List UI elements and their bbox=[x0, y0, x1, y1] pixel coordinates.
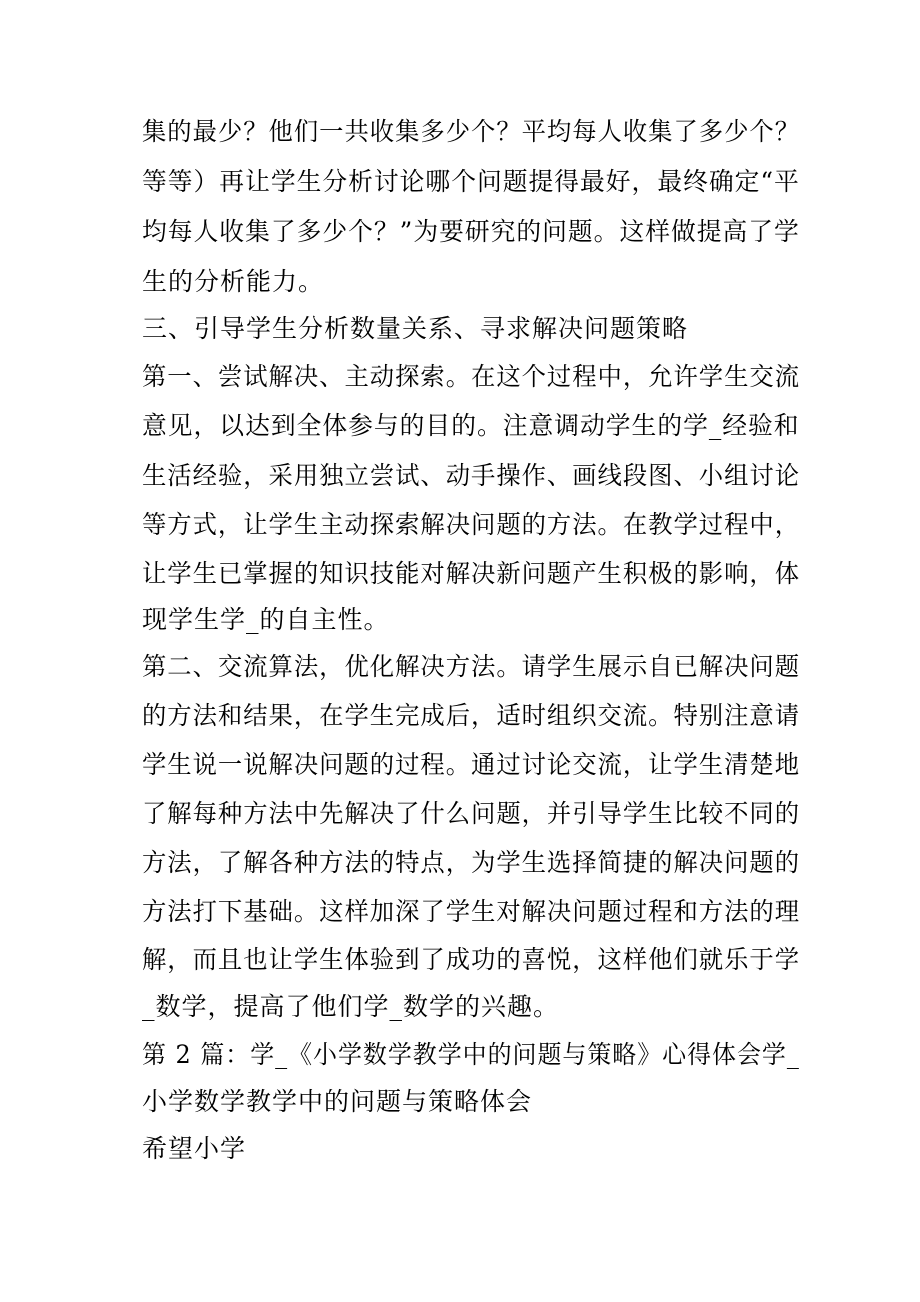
text-line-7: 意见，以达到全体参与的目的。注意调动学生的学_经验和 bbox=[142, 411, 800, 440]
text-line-12: 第二、交流算法，优化解决方法。请学生展示自已解决问题 bbox=[142, 652, 801, 681]
text-line-13: 的方法和结果，在学生完成后，适时组织交流。特别注意请 bbox=[142, 701, 801, 730]
text-line-19: _数学，提高了他们学_数学的兴趣。 bbox=[142, 992, 560, 1021]
text-line-18: 解，而且也让学生体验到了成功的喜悦，这样他们就乐于学 bbox=[142, 945, 801, 974]
article-title-line-2: 小学数学教学中的问题与策略体会 bbox=[142, 1087, 533, 1116]
text-line-14: 学生说一说解决问题的过程。通过讨论交流，让学生清楚地 bbox=[142, 750, 801, 779]
text-line-17: 方法打下基础。这样加深了学生对解决问题过程和方法的理 bbox=[142, 897, 801, 926]
text-line-6: 第一、尝试解决、主动探索。在这个过程中，允许学生交流 bbox=[142, 362, 801, 391]
text-line-11: 现学生学_的自主性。 bbox=[142, 605, 390, 634]
text-line-3: 均每人收集了多少个？”为要研究的问题。这样做提高了学 bbox=[142, 217, 800, 246]
text-line-8: 生活经验，采用独立尝试、动手操作、画线段图、小组讨论 bbox=[142, 461, 801, 490]
school-name: 希望小学 bbox=[142, 1134, 247, 1163]
text-line-16: 方法，了解各种方法的特点，为学生选择简捷的解决问题的 bbox=[142, 848, 801, 877]
article-title-line-1: 第 2 篇：学_《小学数学教学中的问题与策略》心得体会学_ bbox=[142, 1040, 800, 1069]
text-line-4: 生的分析能力。 bbox=[142, 267, 325, 296]
text-line-10: 让学生已掌握的知识技能对解决新问题产生积极的影响，体 bbox=[142, 559, 801, 588]
text-line-9: 等方式，让学生主动探索解决问题的方法。在教学过程中， bbox=[142, 510, 801, 539]
text-line-2: 等等）再让学生分析讨论哪个问题提得最好，最终确定“平 bbox=[142, 167, 800, 196]
section-heading: 三、引导学生分析数量关系、寻求解决问题策略 bbox=[142, 314, 689, 343]
text-line-1: 集的最少？他们一共收集多少个？平均每人收集了多少个？ bbox=[142, 117, 801, 146]
text-line-15: 了解每种方法中先解决了什么问题，并引导学生比较不同的 bbox=[142, 799, 801, 828]
